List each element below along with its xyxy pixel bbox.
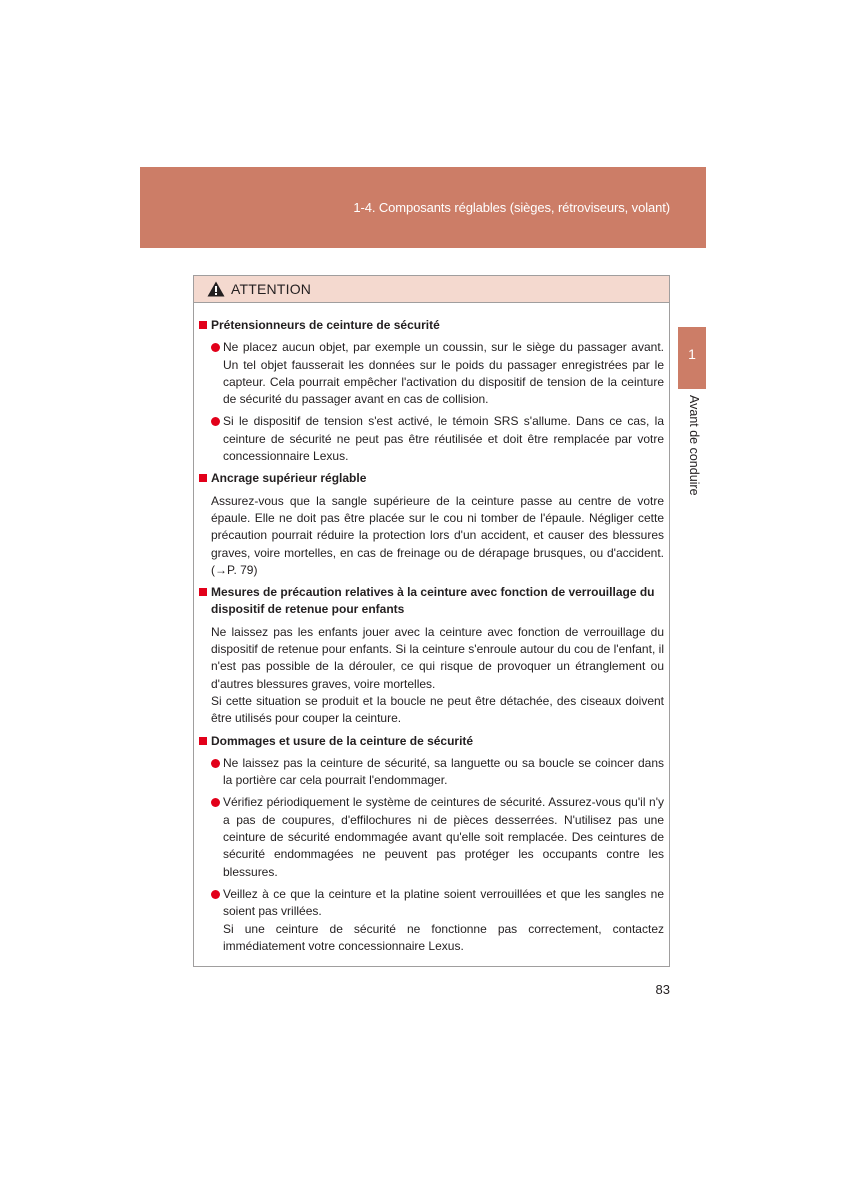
chapter-label: Avant de conduire — [687, 395, 701, 496]
red-square-icon — [199, 321, 207, 329]
chapter-number: 1 — [688, 346, 696, 362]
section-heading — [198, 584, 664, 619]
section-paragraph: Assurez-vous que la sangle supérieure de la ceinture passe au centre de votre épaule. Elle ne doit pas être placée sur le cou ni tomber de l'épaule. Négliger cette précaution pourrait réduire la protection lors d'un accident, et causer des blessures graves, voire mortelles, en cas de freinage ou de dérapage brusques, ou d'accident. (→P. 79) — [211, 493, 664, 577]
red-bullet-icon — [211, 417, 220, 426]
red-bullet-icon — [211, 759, 220, 768]
bullet-item — [198, 413, 664, 465]
red-bullet-icon — [211, 343, 220, 352]
red-square-icon — [199, 588, 207, 596]
warning-triangle-icon — [207, 281, 225, 297]
attention-box — [193, 275, 670, 967]
red-square-icon — [199, 474, 207, 482]
section-heading-text: Mesures de précaution relatives à la ceinture avec fonction de verrouillage du dispositif de retenue pour enfants — [211, 585, 655, 617]
page-number: 83 — [655, 982, 670, 997]
bullet-item — [198, 794, 664, 880]
bullet-item — [198, 339, 664, 408]
chapter-tab — [678, 327, 706, 389]
bullet-text: Ne laissez pas la ceinture de sécurité, sa languette ou sa boucle se coincer dans la portière car cela pourrait l'endommager. — [223, 755, 664, 788]
bullet-text: Si le dispositif de tension s'est activé, le témoin SRS s'allume. Dans ce cas, la ceinture de sécurité ne peut pas être réutilisée et doit être remplacée par votre concessionnaire Lexus. — [223, 414, 664, 464]
red-bullet-icon — [211, 798, 220, 807]
bullet-text: Vérifiez périodiquement le système de ceintures de sécurité. Assurez-vous qu'il n'y a pas de coupures, d'effilochures ni de pièces desserrées. N'utilisez pas une ceinture de sécurité endommagée avant qu'elle soit remplacée. Des ceintures de sécurité endommagées ne peuvent pas protéger les occupants contre les blessures. — [223, 795, 664, 879]
attention-title: ATTENTION — [231, 281, 312, 297]
section-paragraph — [198, 624, 664, 728]
section-heading-text: Ancrage supérieur réglable — [211, 471, 367, 486]
section-heading — [198, 733, 664, 750]
red-bullet-icon — [211, 890, 220, 899]
bullet-item — [198, 755, 664, 790]
section-title: 1-4. Composants réglables (sièges, rétroviseurs, volant) — [353, 200, 670, 215]
bullet-extra-text: Si une ceinture de sécurité ne fonctionne pas correctement, contactez immédiatement votre concessionnaire Lexus. — [223, 921, 664, 953]
attention-header — [194, 276, 669, 303]
attention-content — [194, 303, 669, 955]
bullet-item — [198, 886, 664, 955]
section-heading — [198, 317, 664, 334]
section-heading — [198, 470, 664, 487]
header-band — [140, 167, 706, 248]
paragraph-text: Ne laissez pas les enfants jouer avec la ceinture avec fonction de verrouillage du dispositif de retenue pour enfants. Si la ceinture s'enroule autour du cou de l'enfant, il n'est pas possible de la dérouler, ce qui risque de provoquer un étranglement ou d'autres blessures graves, voire mortelles. — [211, 624, 664, 691]
red-square-icon — [199, 737, 207, 745]
bullet-text: Ne placez aucun objet, par exemple un coussin, sur le siège du passager avant. Un tel objet fausserait les données sur le poids du passager enregistrées par le capteur. Cela pourrait empêcher l'activation du dispositif de tension de la ceinture de sécurité du passager avant en cas de collision. — [223, 340, 664, 407]
section-heading-text: Dommages et usure de la ceinture de sécurité — [211, 733, 474, 748]
section-heading-text: Prétensionneurs de ceinture de sécurité — [211, 318, 440, 332]
bullet-text: Veillez à ce que la ceinture et la platine soient verrouillées et que les sangles ne soient pas vrillées. — [223, 886, 664, 919]
paragraph-text: Si cette situation se produit et la boucle ne peut être détachée, des ciseaux doivent être utilisés pour couper la ceinture. — [211, 693, 664, 726]
